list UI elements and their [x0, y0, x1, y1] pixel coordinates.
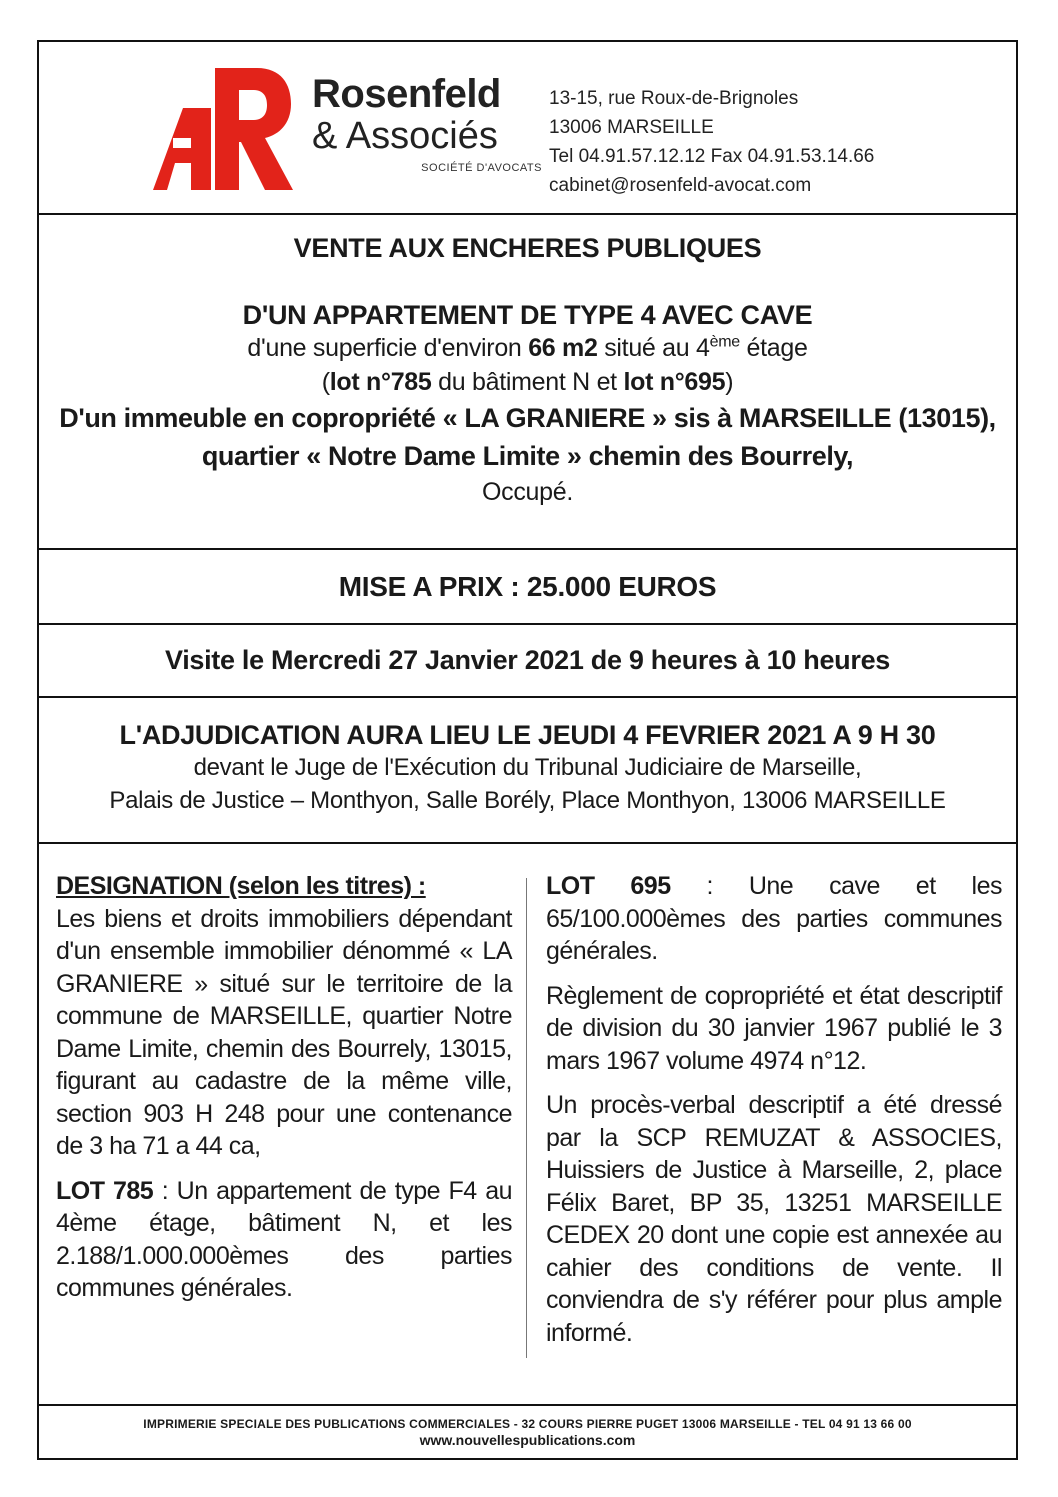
contact-block — [549, 84, 874, 200]
announcement-title: VENTE AUX ENCHERES PUBLIQUES — [293, 233, 762, 263]
adjudication-section — [39, 698, 1016, 844]
adjudication-title: L'ADJUDICATION AURA LIEU LE JEUDI 4 FEVRIER 2021 A 9 H 30 — [119, 720, 936, 750]
lot-b: lot n°695 — [623, 368, 726, 396]
lot-close: ) — [725, 368, 734, 396]
details-columns — [39, 844, 1016, 1404]
address-line-1: 13-15, rue Roux-de-Brignoles — [549, 88, 799, 109]
printer-address: IMPRIMERIE SPECIALE DES PUBLICATIONS COMMERCIALES - 32 COURS PIERRE PUGET 13006 MARSEILLE - TEL 04 91 13 66 00 — [143, 1417, 912, 1431]
lot785-label: LOT 785 — [56, 1176, 154, 1205]
occupancy-status: Occupé. — [481, 478, 573, 506]
right-column — [546, 870, 1002, 1361]
column-divider — [526, 878, 527, 1358]
rosenfeld-logo — [153, 68, 293, 190]
surface-sup: ème — [709, 333, 740, 351]
surface-mid: situé au 4 — [597, 334, 710, 362]
phone-fax: Tel 04.91.57.12.12 Fax 04.91.53.14.66 — [549, 146, 875, 167]
lot-mid: du bâtiment N et — [431, 368, 624, 396]
surface-line — [39, 331, 1016, 365]
lot785-paragraph — [56, 1175, 512, 1305]
designation-heading: DESIGNATION (selon les titres) : — [56, 872, 426, 900]
designation-column — [56, 870, 512, 1317]
header — [39, 42, 1016, 215]
surface-suffix: étage — [739, 334, 808, 362]
reglement-paragraph: Règlement de copropriété et état descriptif de division du 30 janvier 1967 publié le 3 mars 1967 volume 4974 n°12. — [546, 981, 1002, 1075]
printer-footer — [39, 1404, 1016, 1462]
lot695-paragraph — [546, 870, 1002, 968]
email: cabinet@rosenfeld-avocat.com — [549, 175, 812, 196]
address-line-2: 13006 MARSEILLE — [549, 117, 714, 138]
visit-section — [39, 625, 1016, 698]
lot-open: ( — [321, 368, 330, 396]
legal-notice-frame — [37, 40, 1018, 1460]
adjudication-line-2: Palais de Justice – Monthyon, Salle Borély, Place Monthyon, 13006 MARSEILLE — [109, 787, 946, 814]
brand-sub: & Associés — [312, 115, 498, 157]
lot-a: lot n°785 — [329, 368, 432, 396]
brand-name: Rosenfeld — [312, 72, 501, 116]
visit-date: Visite le Mercredi 27 Janvier 2021 de 9 heures à 10 heures — [164, 645, 891, 675]
announcement-subtitle: D'UN APPARTEMENT DE TYPE 4 AVEC CAVE — [242, 300, 813, 330]
lot695-label: LOT 695 — [546, 872, 671, 900]
price-section — [39, 550, 1016, 625]
pv-paragraph: Un procès-verbal descriptif a été dressé par la SCP REMUZAT & ASSOCIES, Huissiers de Justice à Marseille, 2, place Félix Baret, BP 35, 13251 MARSEILLE CEDEX 20 dont une copie est annexée au cahier des conditions de vente. Il conviendra de s'y référer pour plus ample informé. — [546, 1091, 1002, 1347]
surface-value: 66 m2 — [528, 334, 598, 362]
printer-website: www.nouvellespublications.com — [419, 1432, 636, 1448]
brand-tag: SOCIÉTÉ D'AVOCATS — [421, 162, 542, 174]
surface-prefix: d'une superficie d'environ — [247, 334, 529, 362]
logo-text: AR — [153, 68, 155, 69]
building-line: D'un immeuble en copropriété « LA GRANIERE » sis à MARSEILLE (13015), — [59, 403, 996, 433]
lot695-text: : Une cave et les 65/100.000èmes des parties communes générales. — [546, 872, 1002, 965]
starting-price: MISE A PRIX : 25.000 EUROS — [338, 571, 717, 602]
quarter-line: quartier « Notre Dame Limite » chemin des Bourrely, — [201, 441, 854, 471]
brand-block — [312, 72, 542, 174]
lot785-text: : Un appartement de type F4 au 4ème étage, bâtiment N, et les 2.188/1.000.000èmes des parties communes générales. — [56, 1176, 512, 1302]
adjudication-line-1: devant le Juge de l'Exécution du Tribunal Judiciaire de Marseille, — [193, 754, 862, 781]
announcement — [39, 215, 1016, 550]
lots-line — [39, 365, 1016, 399]
designation-body: Les biens et droits immobiliers dépendant d'un ensemble immobilier dénommé « LA GRANIERE » situé sur le territoire de la commune de MARSEILLE, quartier Notre Dame Limite, chemin des Bourrely, 13015, figurant au cadastre de la même ville, section 903 H 248 pour une contenance de 3 ha 71 a 44 ca, — [56, 904, 512, 1160]
